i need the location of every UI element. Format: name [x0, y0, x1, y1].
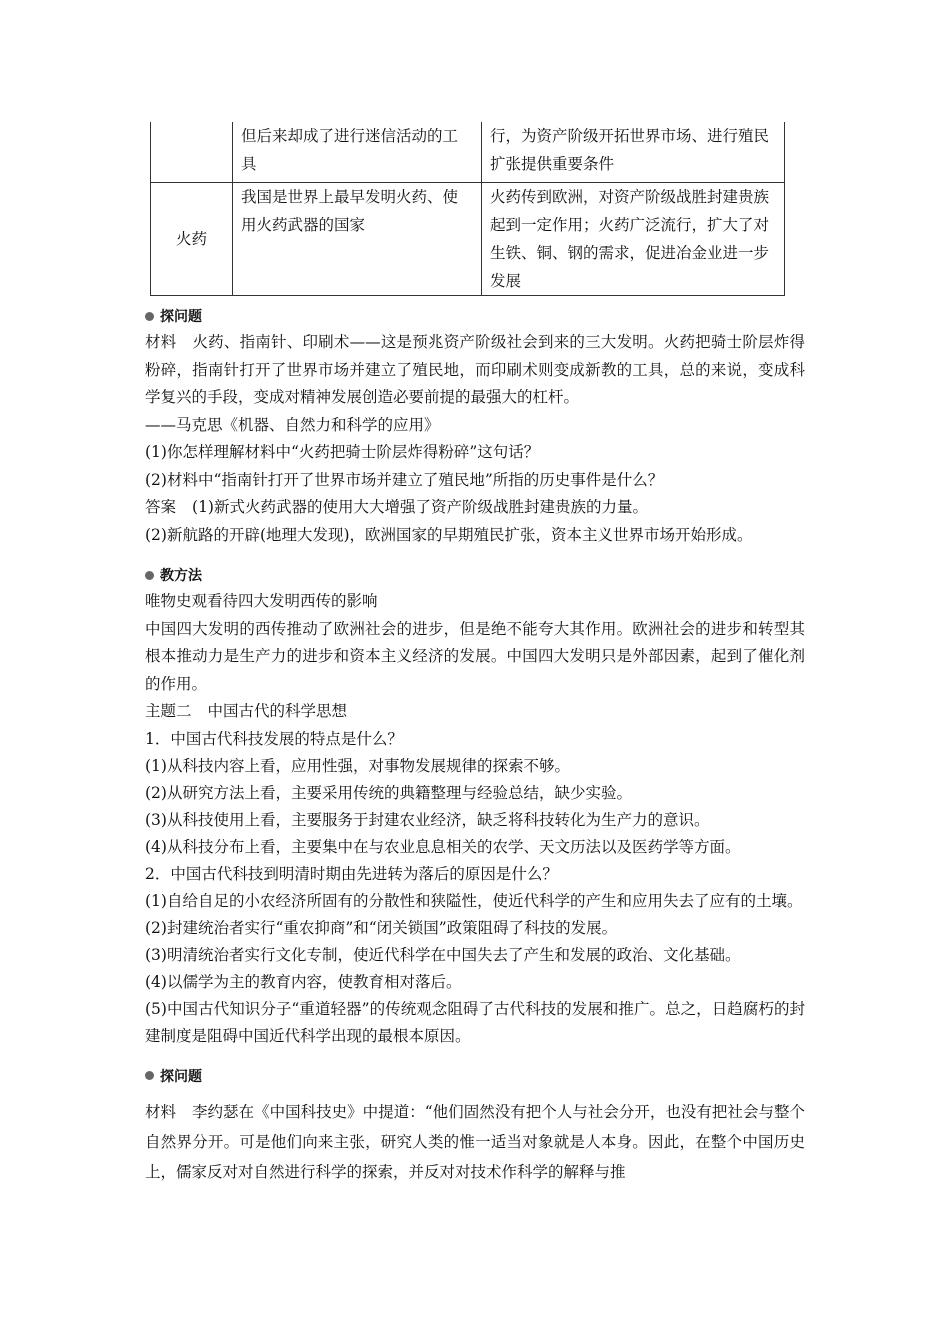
bullet-icon [145, 312, 154, 321]
table-cell-name: 火药 [151, 183, 233, 296]
table-cell-origin: 我国是世界上最早发明火药、使用火药武器的国家 [233, 183, 482, 296]
section-heading-label: 探问题 [160, 309, 202, 325]
method-title: 唯物史观看待四大发明西传的影响 [145, 592, 378, 610]
table-cell-name [151, 122, 233, 183]
inventions-table [150, 122, 785, 296]
answer-label: 答案 [145, 498, 177, 516]
section-heading-label: 探问题 [160, 1068, 202, 1085]
list-item: (1)自给自足的小农经济所固有的分散性和狭隘性，使近代科学的产生和应用失去了应有的土壤。 [145, 891, 803, 910]
list-item: (3)明清统治者实行文化专制，使近代科学在中国失去了产生和发展的政治、文化基础。 [145, 945, 741, 964]
material-text: 火药、指南针、印刷术——这是预兆资产阶级社会到来的三大发明。火药把骑士阶层炸得粉碎，指南针打开了世界市场并建立了殖民地，而印刷术则变成新教的工具，总的来说，变成科学复兴的手段，变成对精神发展创造必要前提的最强大的杠杆。 [145, 333, 805, 406]
list-item: (5)中国古代知识分子“重道轻器”的传统观念阻碍了古代科技的发展和推广。总之，日趋腐朽的封建制度是阻碍中国近代科学出现的最根本原因。 [145, 999, 805, 1045]
method-paragraph: 中国四大发明的西传推动了欧洲社会的进步，但是绝不能夸大其作用。欧洲社会的进步和转型其根本推动力是生产力的进步和资本主义经济的发展。中国四大发明只是外部因素，起到了催化剂的作用。 [145, 619, 805, 693]
answer-line [145, 494, 805, 522]
section-heading [145, 1063, 805, 1089]
theme-title [145, 698, 805, 726]
table-row [151, 183, 785, 296]
list-item: (3)从科技使用上看，主要服务于封建农业经济，缺乏将科技转化为生产力的意识。 [145, 810, 710, 829]
list-item: (4)以儒学为主的教育内容，使教育相对落后。 [145, 972, 462, 991]
section-heading [145, 303, 805, 329]
list-item: (4)从科技分布上看，主要集中在与农业息息相关的农学、天文历法以及医药学等方面。 [145, 837, 741, 856]
theme-label: 主题二 [145, 702, 192, 720]
section-heading-label: 教方法 [160, 568, 202, 584]
bullet-icon [145, 571, 154, 580]
material-text: 李约瑟在《中国科技史》中提道：“他们固然没有把个人与社会分开，也没有把社会与整个自然界分开。可是他们向来主张，研究人类的惟一适当对象就是人本身。因此，在整个中国历史上，儒家反对对自然进行科学的探索，并反对对技术作科学的解释与推 [145, 1102, 805, 1181]
table-cell-impact: 火药传到欧洲，对资产阶级战胜封建贵族起到一定作用；火药广泛流行，扩大了对生铁、铜、钢的需求，促进冶金业进一步发展 [482, 183, 785, 296]
bullet-icon [145, 1071, 154, 1080]
list-item: (2)从研究方法上看，主要采用传统的典籍整理与经验总结，缺少实验。 [145, 783, 632, 802]
theme-name: 中国古代的科学思想 [207, 702, 348, 720]
table-row [151, 122, 785, 183]
question-line: (2)材料中“指南针打开了世界市场并建立了殖民地”所指的历史事件是什么？ [145, 470, 664, 489]
question-title: 1．中国古代科技发展的特点是什么？ [145, 729, 403, 748]
question-title: 2．中国古代科技到明清时期由先进转为落后的原因是什么？ [145, 864, 558, 883]
answer-line: (2)新航路的开辟(地理大发现)，欧洲国家的早期殖民扩张，资本主义世界市场开始形成。 [145, 525, 753, 544]
material-label: 材料 [145, 1102, 177, 1121]
material-source: ——马克思《机器、自然力和科学的应用》 [145, 415, 440, 434]
table-cell-impact: 行，为资产阶级开拓世界市场、进行殖民扩张提供重要条件 [482, 122, 785, 183]
question-line: (1)你怎样理解材料中“火药把骑士阶层炸得粉碎”这句话？ [145, 443, 540, 461]
material-paragraph [145, 329, 805, 412]
material-label: 材料 [145, 333, 177, 351]
answer-text: (1)新式火药武器的使用大大增强了资产阶级战胜封建贵族的力量。 [192, 498, 648, 516]
table-cell-origin: 但后来却成了进行迷信活动的工具 [233, 122, 482, 183]
list-item: (2)封建统治者实行“重农抑商”和“闭关锁国”政策阻碍了科技的发展。 [145, 918, 618, 937]
document-body [145, 300, 805, 1187]
material-paragraph [145, 1097, 805, 1187]
section-heading [145, 562, 805, 588]
list-item: (1)从科技内容上看，应用性强，对事物发展规律的探索不够。 [145, 756, 570, 775]
